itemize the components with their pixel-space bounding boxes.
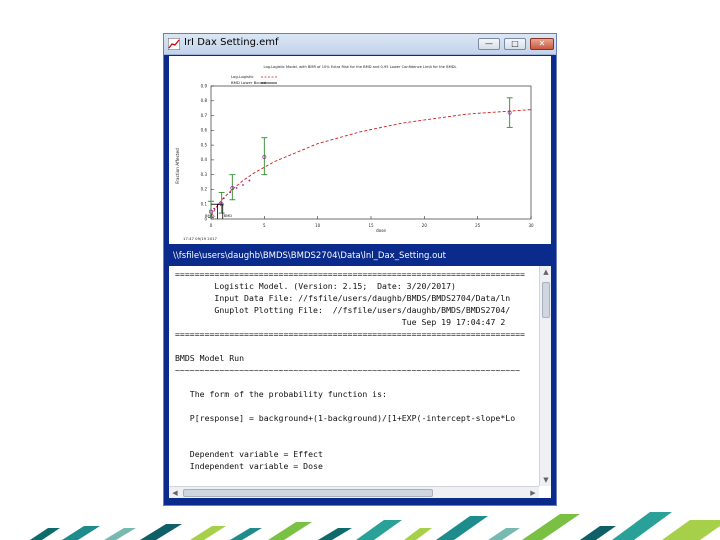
output-file-path: \\fsfile\users\daughb\BMDS\BMDS2704\Data\lnl_Dax_Setting.out [173, 251, 447, 261]
y-tick-label: 0.4 [200, 157, 207, 163]
y-tick-label: 0.9 [200, 83, 207, 89]
output-line: BMDS Model Run [175, 353, 245, 363]
legend-entry-bmd: BMD Lower Bound [231, 80, 266, 85]
output-line: Logistic Model. (Version: 2.15; Date: 3/20/2017) [175, 281, 456, 291]
output-text[interactable] [175, 266, 539, 484]
window-title: IrI Dax Setting.emf [184, 37, 279, 48]
output-line [175, 472, 190, 484]
bmdl-label: BMDL [205, 214, 216, 218]
chart-app-icon [168, 38, 180, 50]
x-tick-label: 20 [421, 223, 427, 228]
fitted-curve [211, 110, 531, 216]
y-axis-label: Fraction Affected [175, 148, 180, 184]
maximize-button[interactable]: □ [504, 38, 526, 50]
footer-decoration [0, 506, 720, 540]
x-tick-label: 30 [528, 223, 534, 228]
title-bar[interactable] [164, 34, 556, 55]
y-tick-label: 0 [204, 216, 207, 222]
output-line: Dependent variable = Effect [175, 449, 323, 459]
y-tick-label: 0.5 [200, 142, 207, 148]
plot-panel [169, 56, 551, 244]
output-line: Independent variable = Dose [175, 461, 323, 471]
bmd-lower-bound-point [213, 208, 215, 210]
close-button[interactable]: ✕ [530, 38, 554, 50]
dose-response-plot [169, 56, 551, 244]
y-tick-label: 0.6 [200, 127, 207, 133]
minimize-button[interactable]: — [478, 38, 500, 50]
scroll-right-icon[interactable]: ▶ [530, 489, 536, 497]
output-line: ======================================================================= [175, 329, 525, 339]
output-line: The form of the probability function is: [175, 389, 387, 399]
vertical-scrollbar[interactable] [539, 266, 551, 486]
scroll-left-icon[interactable]: ◀ [172, 489, 178, 497]
output-line: Gnuplot Plotting File: //fsfile/users/daughb/BMDS/BMDS2704/ [175, 305, 511, 315]
y-tick-label: 0.8 [200, 98, 207, 104]
plot-frame [211, 86, 531, 219]
horizontal-scroll-thumb[interactable] [183, 489, 433, 497]
output-line: ~~~~~~~~~~~~~~~~~~~~~~~~~~~~~~~~~~~~~~~~~~~~~~~~~~~~~~~~~~~~~~~~~~~~~~ [175, 365, 521, 375]
x-tick-label: 10 [315, 223, 321, 228]
x-tick-label: 25 [475, 223, 481, 228]
plot-title: Log-Logistic Model, with BMR of 10% Extra Risk for the BMD and 0.95 Lower Confidence Limit for the BMDL [263, 65, 457, 69]
output-line: Tue Sep 19 17:04:47 2 [175, 317, 506, 327]
output-line: ======================================================================= [175, 269, 525, 279]
x-tick-label: 15 [368, 223, 374, 228]
output-line: Input Data File: //fsfile/users/daughb/BMDS/BMDS2704/Data/ln [175, 293, 511, 303]
scroll-down-icon[interactable]: ▼ [543, 476, 549, 484]
x-tick-label: 0 [209, 223, 213, 228]
horizontal-scrollbar[interactable] [169, 486, 539, 498]
y-tick-label: 0.3 [200, 171, 207, 177]
bmd-label: BMD [223, 214, 233, 218]
vertical-scroll-thumb[interactable] [542, 282, 550, 318]
bmd-lower-bound-point [236, 187, 238, 189]
bmd-lower-bound-point [223, 197, 225, 199]
bmd-lower-bound-point [249, 180, 251, 182]
y-tick-label: 0.2 [200, 186, 207, 192]
bmds-window [163, 33, 557, 506]
bmd-lower-bound-point [229, 192, 231, 194]
y-tick-label: 0.1 [200, 201, 207, 207]
legend-entry-curve: Log-Logistic [231, 74, 254, 79]
y-tick-label: 0.7 [200, 112, 207, 118]
output-text-panel[interactable] [169, 266, 551, 498]
plot-timestamp: 17:47 09/19 2017 [183, 236, 217, 241]
bmd-lower-bound-point [242, 184, 244, 186]
scroll-up-icon[interactable]: ▲ [543, 268, 549, 276]
output-line: P[response] = background+(1-background)/[1+EXP(-intercept-slope*Lo [175, 413, 516, 423]
x-tick-label: 5 [263, 223, 266, 228]
x-axis-label: dose [376, 228, 386, 233]
